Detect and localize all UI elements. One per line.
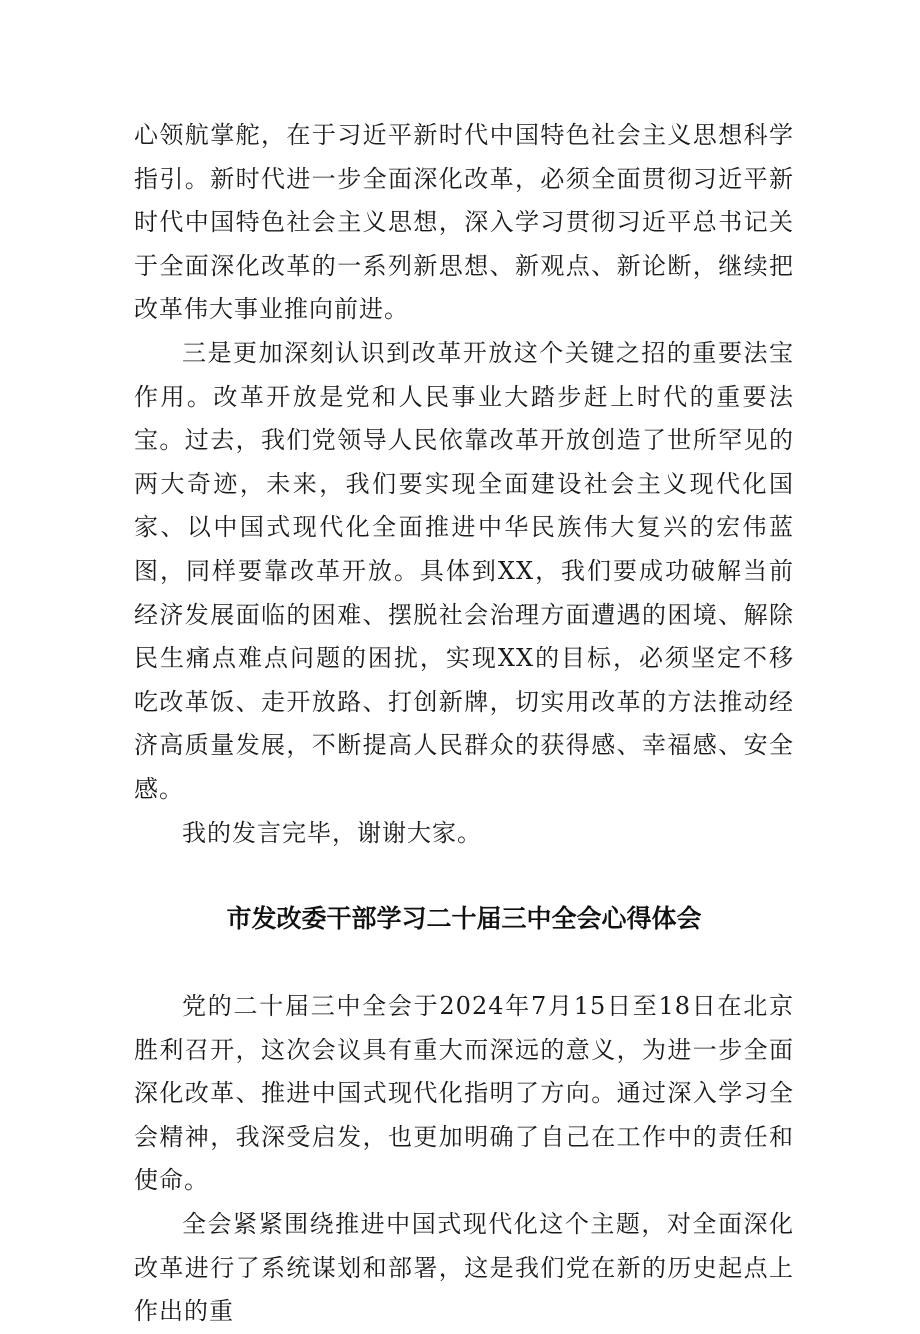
article-title: 市发改委干部学习二十届三中全会心得体会 <box>226 904 702 934</box>
paragraph-theme: 全会紧紧围绕推进中国式现代化这个主题，对全面深化改革进行了系统谋划和部署，这是我们党在新的历史起点上作出的重 <box>134 1210 794 1326</box>
document-body <box>134 114 794 1334</box>
paragraph-continued: 心领航掌舵，在于习近平新时代中国特色社会主义思想科学指引。新时代进一步全面深化改革，必须全面贯彻习近平新时代中国特色社会主义思想，深入学习贯彻习近平总书记关于全面深化改革的一系列新思想、新观点、新论断，继续把改革伟大事业推向前进。 <box>134 121 794 324</box>
paragraph-intro: 党的二十届三中全会于2024年7月15日至18日在北京胜利召开，这次会议具有重大而深远的意义，为进一步全面深化改革、推进中国式现代化指明了方向。通过深入学习全会精神，我深受启发，也更加明确了自己在工作中的责任和使命。 <box>134 992 794 1195</box>
paragraph-closing: 我的发言完毕，谢谢大家。 <box>182 818 482 847</box>
paragraph-third-point: 三是更加深刻认识到改革开放这个关键之招的重要法宝作用。改革开放是党和人民事业大踏步赶上时代的重要法宝。过去，我们党领导人民依靠改革开放创造了世所罕见的两大奇迹，未来，我们要实现全面建设社会主义现代化国家、以中国式现代化全面推进中华民族伟大复兴的宏伟蓝图，同样要靠改革开放。具体到XX，我们要成功破解当前经济发展面临的困难、摆脱社会治理方面遭遇的困境、解除民生痛点难点问题的困扰，实现XX的目标，必须坚定不移吃改革饭、走开放路、打创新牌，切实用改革的方法推动经济高质量发展，不断提高人民群众的获得感、幸福感、安全感。 <box>134 338 794 803</box>
